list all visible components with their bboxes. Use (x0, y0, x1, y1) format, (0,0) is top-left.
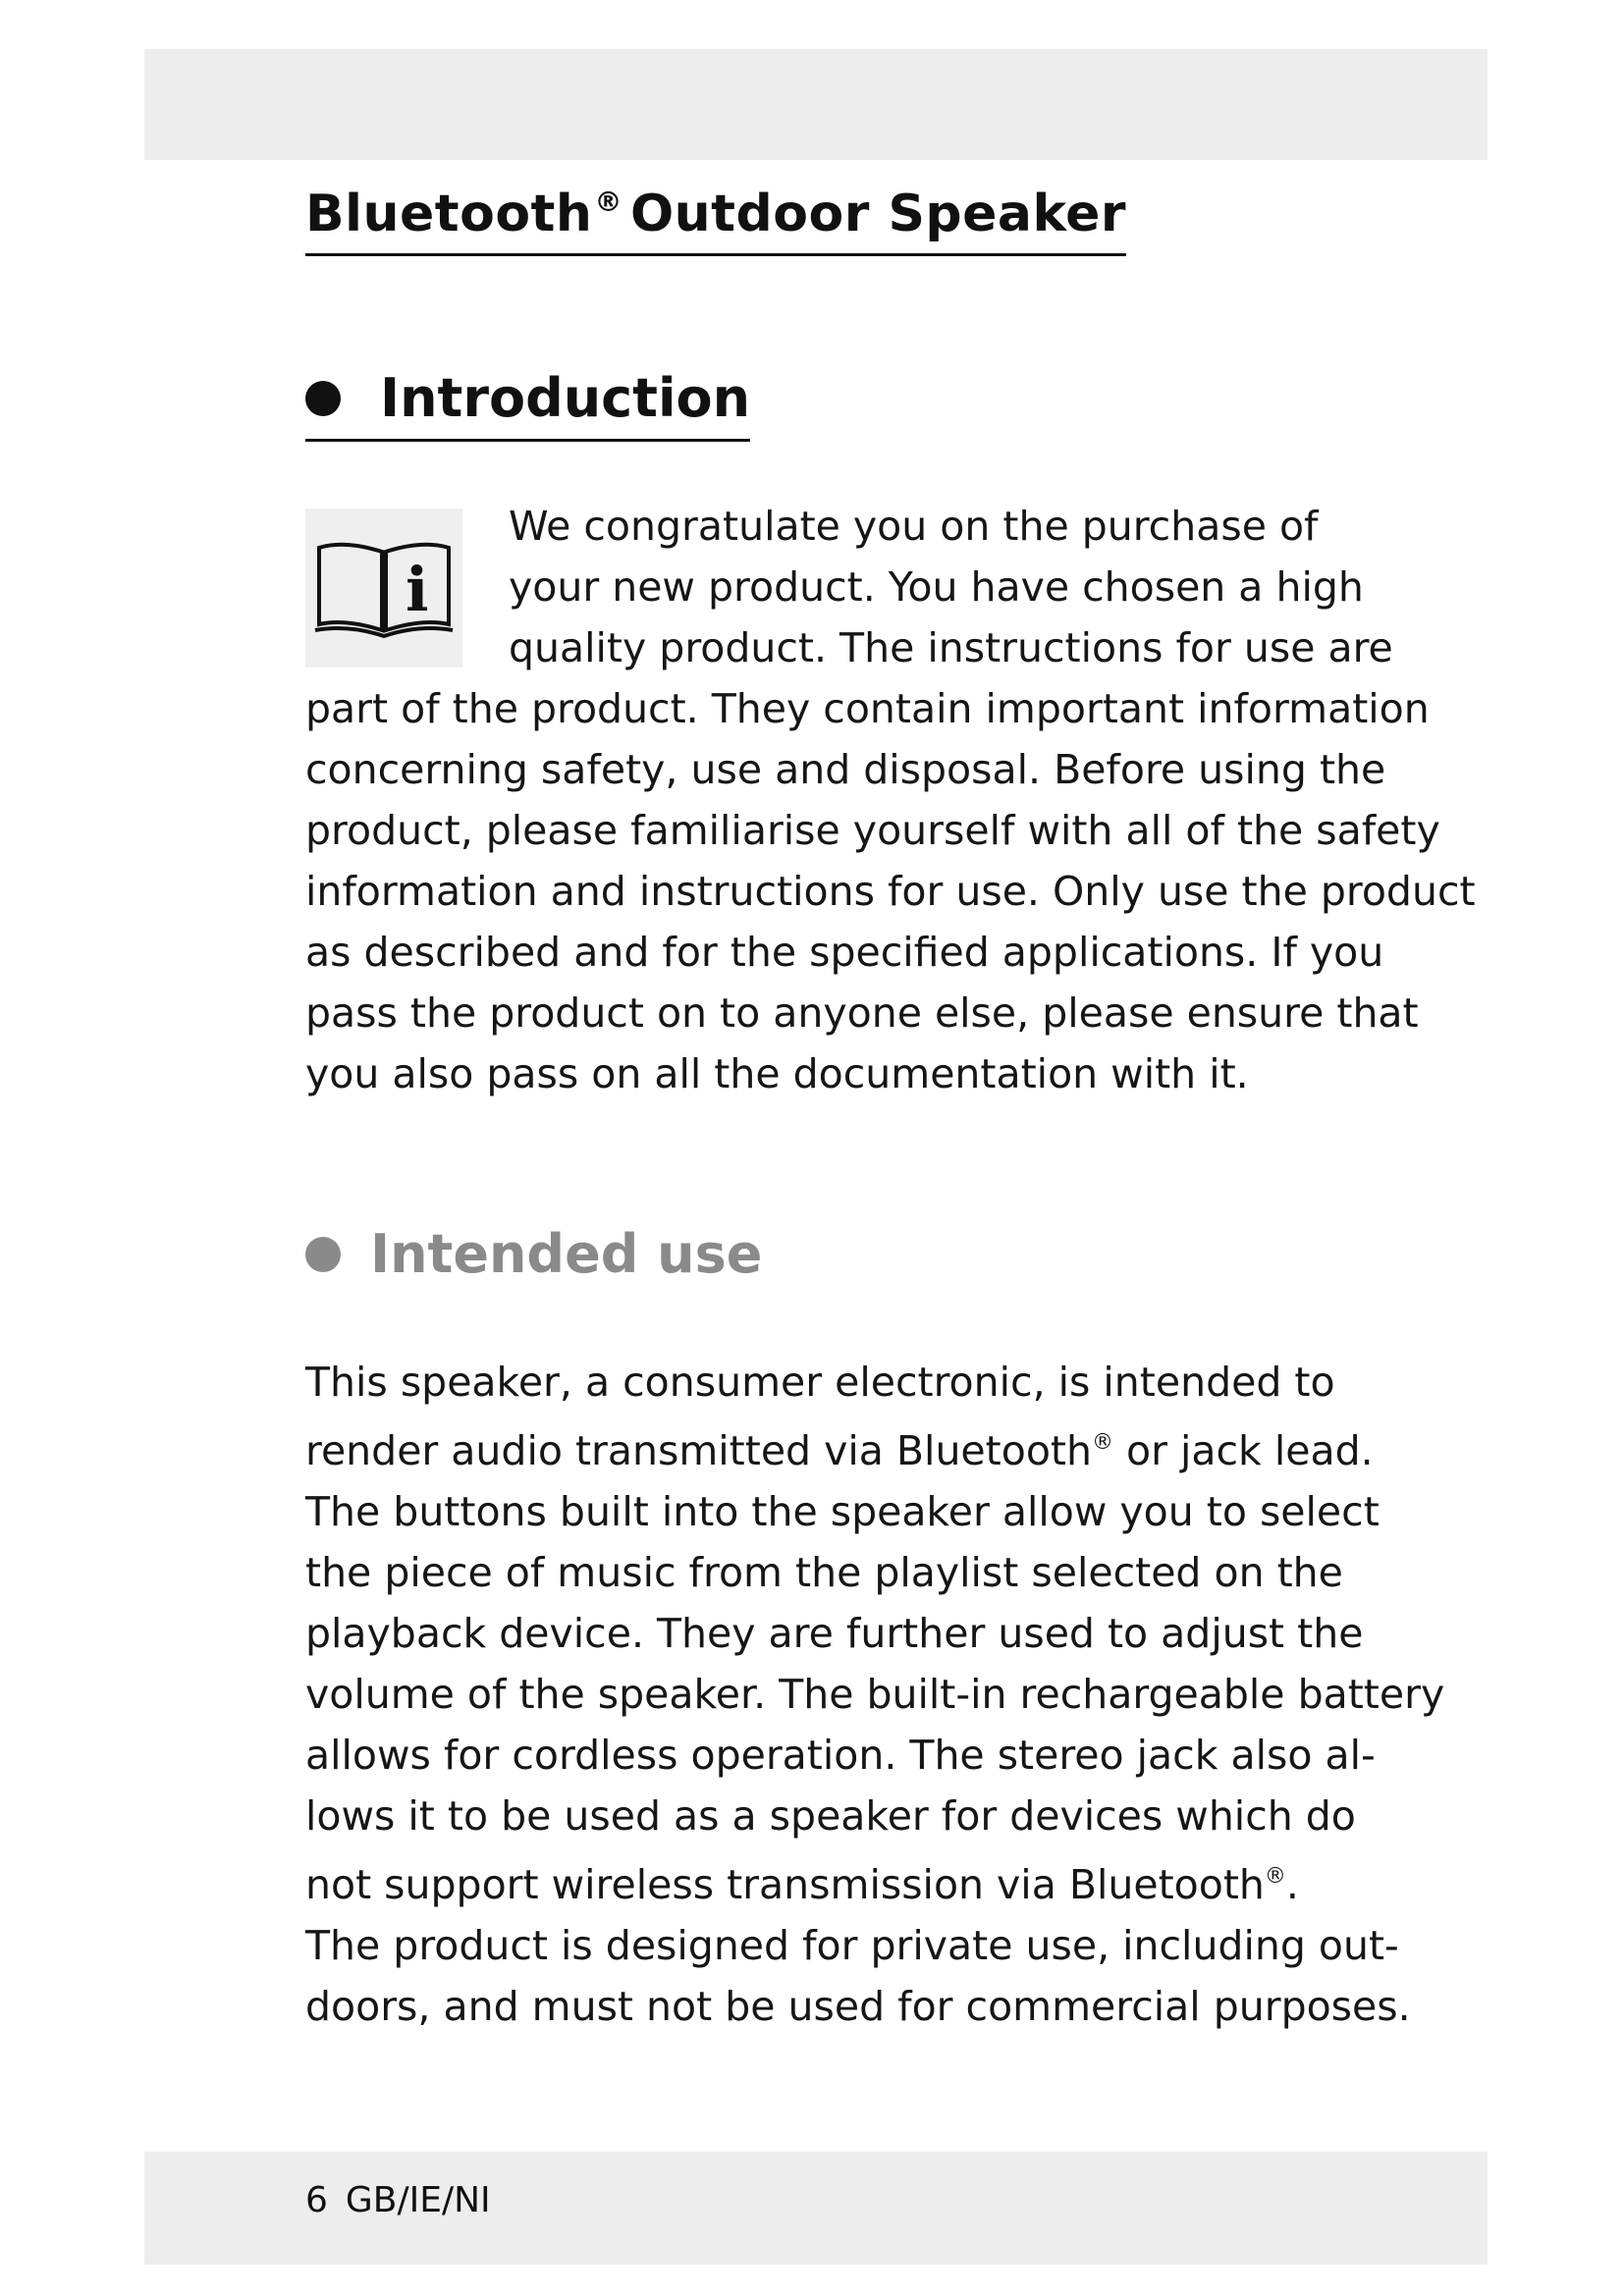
header-band (144, 49, 1488, 160)
page-number: 6 (305, 2180, 328, 2220)
text-line: playback device. They are further used to adjust the (305, 1610, 1364, 1657)
text-line: information and instructions for use. Only use the product (305, 868, 1476, 915)
text-segment: . (1285, 1861, 1299, 1908)
introduction-heading-text: Introduction (380, 367, 751, 429)
registered-mark: ® (1264, 1864, 1286, 1889)
text-line: the piece of music from the playlist selected on the (305, 1549, 1343, 1596)
text-line: product, please familiarise yourself with all of the safety (305, 807, 1440, 854)
introduction-heading (305, 367, 750, 442)
text-segment: not support wireless transmission via Bluetooth (305, 1861, 1265, 1908)
text-line: lows it to be used as a speaker for devices which do (305, 1792, 1356, 1840)
bullet-icon (305, 381, 341, 416)
title-main: Bluetooth (305, 185, 593, 243)
info-letter: i (406, 554, 429, 625)
text-line: This speaker, a consumer electronic, is intended to (305, 1359, 1335, 1406)
text-line: volume of the speaker. The built-in rechargeable battery (305, 1671, 1445, 1718)
introduction-paragraph-rest (305, 678, 1476, 1104)
registered-mark: ® (1091, 1430, 1113, 1455)
title-rest: Outdoor Speaker (629, 185, 1127, 243)
document-title (305, 185, 1126, 256)
bullet-icon (305, 1237, 341, 1272)
text-line: you also pass on all the documentation with it. (305, 1050, 1249, 1097)
text-line: pass the product on to anyone else, please ensure that (305, 989, 1419, 1037)
text-segment: render audio transmitted via Bluetooth (305, 1427, 1092, 1474)
text-segment: or jack lead. (1126, 1427, 1374, 1474)
page-footer (305, 2171, 491, 2230)
text-line: doors, and must not be used for commercial purposes. (305, 1983, 1411, 2030)
introduction-paragraph-start (509, 496, 1393, 678)
text-line: your new product. You have chosen a high (509, 563, 1364, 611)
text-line: We congratulate you on the purchase of (509, 503, 1319, 550)
text-line: The buttons built into the speaker allow you to select (305, 1488, 1380, 1535)
intended-use-paragraph (305, 1352, 1444, 2037)
info-book-icon (305, 508, 462, 667)
intended-use-heading (305, 1223, 762, 1285)
region-code: GB/IE/NI (345, 2180, 491, 2220)
text-line (305, 1413, 1444, 1481)
text-line: as described and for the specified applications. If you (305, 929, 1384, 976)
text-line: quality product. The instructions for use are (509, 624, 1393, 671)
text-line: part of the product. They contain important information (305, 685, 1430, 732)
text-line: allows for cordless operation. The stereo jack also al- (305, 1732, 1376, 1779)
text-line: concerning safety, use and disposal. Before using the (305, 746, 1386, 793)
intended-use-heading-text: Intended use (370, 1223, 763, 1285)
text-line (305, 1846, 1444, 1915)
registered-mark: ® (594, 186, 623, 218)
text-line: The product is designed for private use, including out- (305, 1922, 1399, 1969)
